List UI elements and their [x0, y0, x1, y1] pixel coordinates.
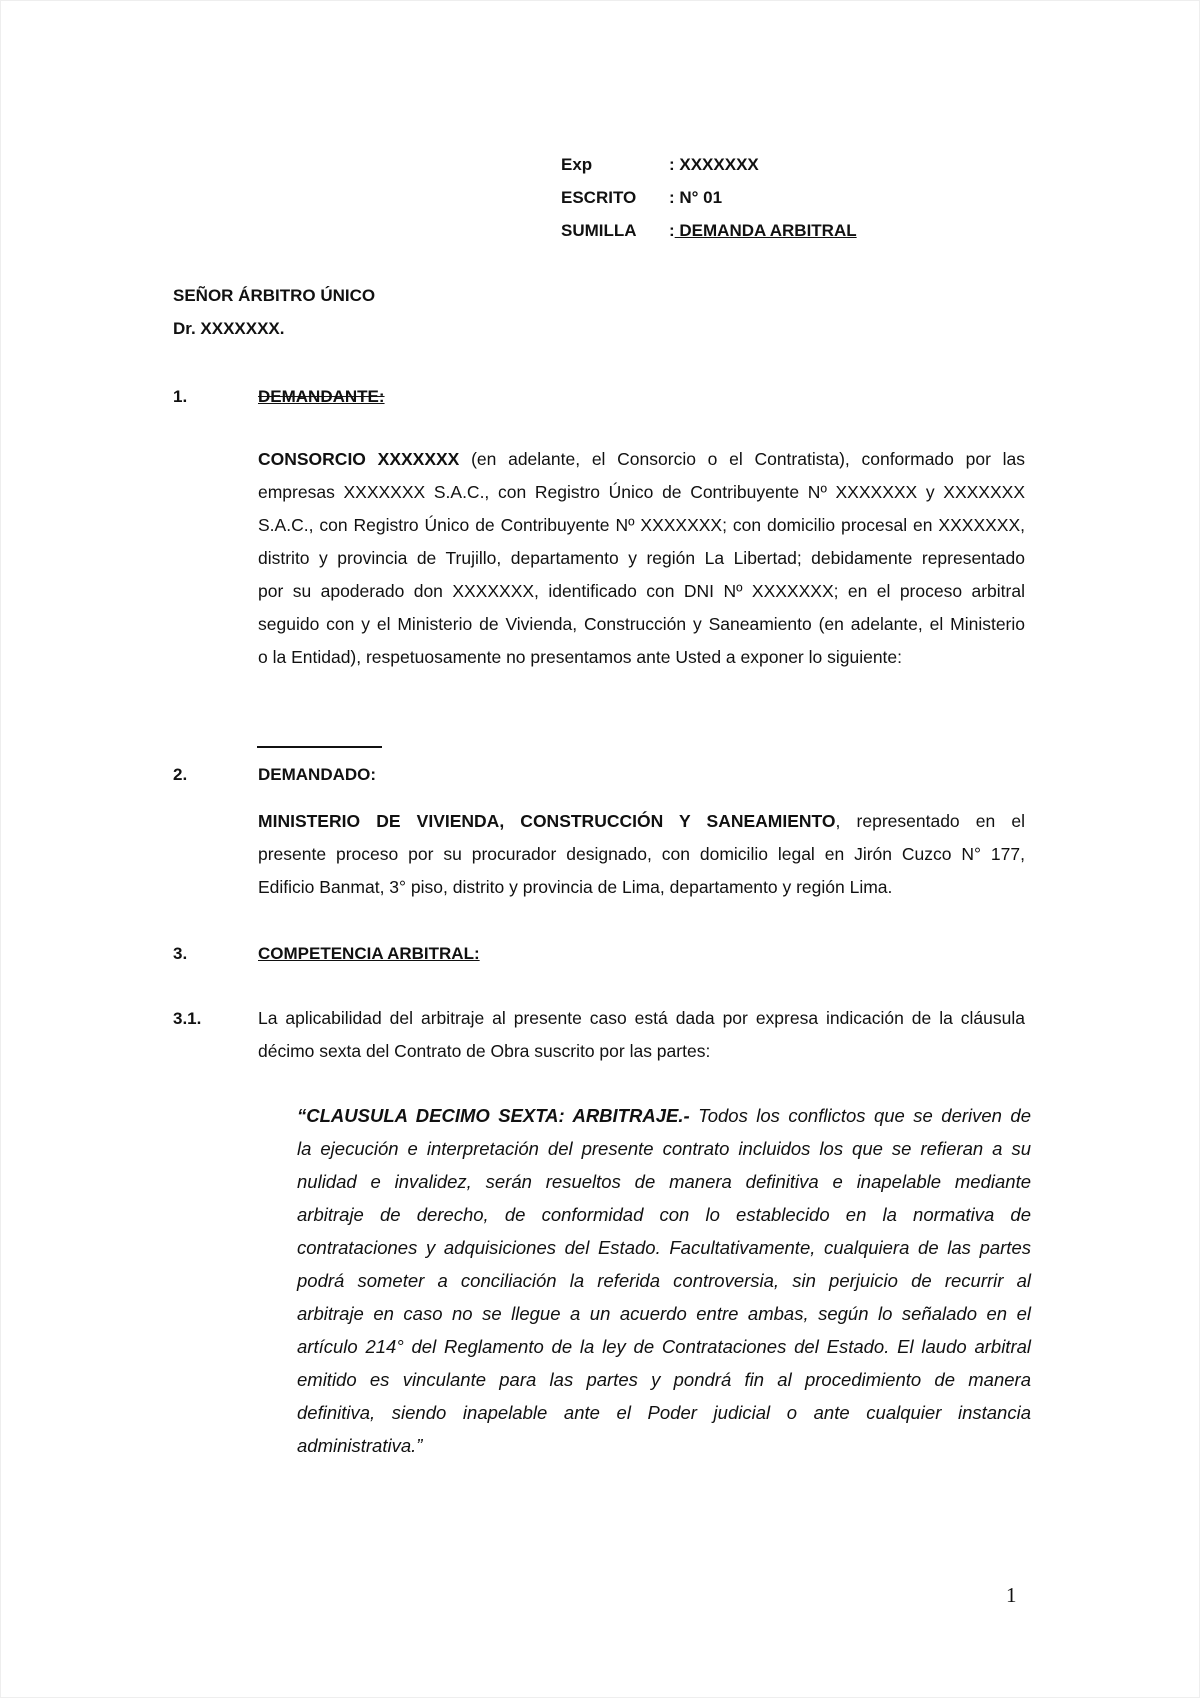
section1-line-1: CONSORCIO XXXXXXX (en adelante, el Consorcio o el Contratista), conformado por las: [258, 449, 1025, 469]
section2-line-2: presente proceso por su procurador designado, con domicilio legal en Jirón Cuzco N° 177,: [258, 844, 1025, 864]
quote-line-9: emitido es vinculante para las partes y pondrá fin al procedimiento de manera: [297, 1369, 1031, 1390]
arbitration-clause-quote: [297, 1099, 1031, 1462]
escrito-value: : N° 01: [669, 188, 723, 207]
section1-lead: CONSORCIO XXXXXXX: [258, 449, 460, 469]
quote-line-7: arbitraje en caso no se llegue a un acuerdo entre ambas, según lo señalado en el: [297, 1303, 1031, 1324]
exp-label: Exp: [561, 155, 593, 174]
section2-line-1: MINISTERIO DE VIVIENDA, CONSTRUCCIÓN Y SANEAMIENTO, representado en el: [258, 811, 1026, 831]
section2-paragraph: [258, 805, 1025, 904]
section1-line-6: seguido con y el Ministerio de Vivienda, Construcción y Saneamiento (en adelante, el Ministerio: [258, 614, 1025, 634]
quote-lead: “CLAUSULA DECIMO SEXTA: ARBITRAJE.-: [297, 1105, 690, 1126]
section2-title: DEMANDADO:: [258, 765, 377, 784]
section1-line-7: o la Entidad), respetuosamente no presentamos ante Usted a exponer lo siguiente:: [258, 647, 903, 667]
quote-line-4: arbitraje de derecho, de conformidad con lo establecido en la normativa de: [297, 1204, 1031, 1225]
section1-line-3: S.A.C., con Registro Único de Contribuyente Nº XXXXXXX; con domicilio procesal en XXXXXXX,: [258, 515, 1025, 535]
section2-overline: [257, 746, 382, 748]
section3-1-line-1: La aplicabilidad del arbitraje al presente caso está dada por expresa indicación de la cláusula: [258, 1008, 1025, 1028]
sumilla-value-wrap: [669, 221, 857, 241]
section3-number: 3.: [173, 944, 188, 963]
section3-1-paragraph: [258, 1002, 1025, 1068]
quote-line-11: administrativa.”: [297, 1435, 423, 1456]
quote-line-1: “CLAUSULA DECIMO SEXTA: ARBITRAJE.- Todos los conflictos que se deriven de: [297, 1105, 1031, 1126]
section3-1-line-2: décimo sexta del Contrato de Obra suscrito por las partes:: [258, 1041, 711, 1061]
section2-number: 2.: [173, 765, 188, 784]
section2-lead: MINISTERIO DE VIVIENDA, CONSTRUCCIÓN Y SANEAMIENTO: [258, 811, 836, 831]
section1-line-5: por su apoderado don XXXXXXX, identificado con DNI Nº XXXXXXX; en el proceso arbitral: [258, 581, 1025, 601]
quote-line-3: nulidad e invalidez, serán resueltos de manera definitiva e inapelable mediante: [297, 1171, 1031, 1192]
section1-line-4: distrito y provincia de Trujillo, departamento y región La Libertad; debidamente representado: [258, 548, 1025, 568]
sumilla-value: DEMANDA ARBITRAL: [674, 221, 857, 240]
escrito-label: ESCRITO: [561, 188, 637, 207]
sumilla-colon: :: [669, 221, 675, 240]
exp-value: : XXXXXXX: [669, 155, 759, 174]
section1-title: DEMANDANTE:: [258, 387, 385, 406]
addressee-line1: SEÑOR ÁRBITRO ÚNICO: [173, 286, 376, 305]
section3-1-number: 3.1.: [173, 1009, 202, 1028]
addressee-line2: Dr. XXXXXXX.: [173, 319, 285, 338]
section3-title: COMPETENCIA ARBITRAL:: [258, 944, 480, 963]
page-number: 1: [1006, 1583, 1017, 1607]
quote-line-10: definitiva, siendo inapelable ante el Poder judicial o ante cualquier instancia: [297, 1402, 1031, 1423]
section1-paragraph: [258, 443, 1025, 674]
quote-line-6: podrá someter a conciliación la referida controversia, sin perjuicio de recurrir al: [297, 1270, 1031, 1291]
section2-line-3: Edificio Banmat, 3° piso, distrito y provincia de Lima, departamento y región Lima.: [258, 877, 893, 897]
quote-line-5: contrataciones y adquisiciones del Estado. Facultativamente, cualquiera de las partes: [297, 1237, 1031, 1258]
section1-line-2: empresas XXXXXXX S.A.C., con Registro Único de Contribuyente Nº XXXXXXX y XXXXXXX: [258, 482, 1025, 502]
quote-line-8: artículo 214° del Reglamento de la ley de Contrataciones del Estado. El laudo arbitral: [297, 1336, 1031, 1357]
section1-number: 1.: [173, 387, 188, 406]
quote-line-2: la ejecución e interpretación del presente contrato incluidos los que se refieran a su: [297, 1138, 1031, 1159]
sumilla-label: SUMILLA: [561, 221, 637, 240]
